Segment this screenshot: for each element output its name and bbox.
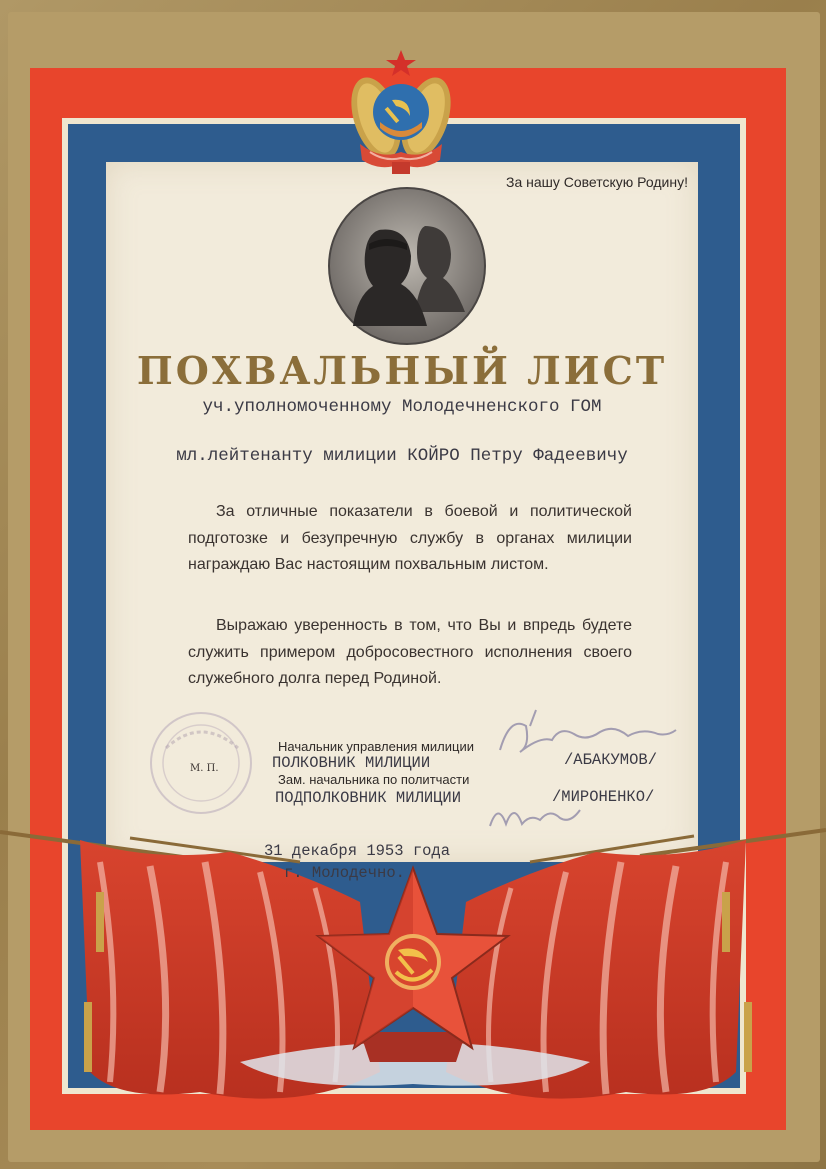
deputy-rank: ПОДПОЛКОВНИК МИЛИЦИИ	[275, 789, 462, 807]
chief-name: /АБАКУМОВ/	[564, 751, 658, 769]
seal-placeholder-label: М. П.	[190, 763, 219, 774]
chief-rank: ПОЛКОВНИК МИЛИЦИИ	[272, 754, 431, 772]
issue-date: 31 декабря 1953 года	[264, 842, 451, 860]
chief-position: Начальник управления милиции	[278, 739, 474, 754]
recipient-name: мл.лейтенанту милиции КОЙРО Петру Фадеевичу	[176, 446, 628, 466]
recipient-position: уч.уполномоченному Молодечненского ГОМ	[202, 397, 602, 417]
confidence-paragraph: Выражаю уверенность в том, что Вы и впредь будете служить примером добросовестного исполнения своего служебного долга перед Родиной.	[188, 617, 632, 687]
certificate-title: ПОХВАЛЬНЫЙ ЛИСТ	[136, 348, 668, 393]
deputy-name: /МИРОНЕНКО/	[552, 788, 655, 806]
coat-of-arms-icon	[340, 48, 462, 178]
motto-text: За нашу Советскую Родину!	[505, 174, 688, 190]
flag-drapery	[0, 822, 826, 1132]
deputy-position: Зам. начальника по политчасти	[278, 772, 470, 787]
issue-city: г. Молодечно.	[284, 864, 405, 882]
portrait-medallion	[327, 186, 487, 346]
award-paragraph: За отличные показатели в боевой и политической подготозке и безупречную службу в органах милиции награждаю Вас настоящим похвальным листом.	[188, 503, 632, 573]
